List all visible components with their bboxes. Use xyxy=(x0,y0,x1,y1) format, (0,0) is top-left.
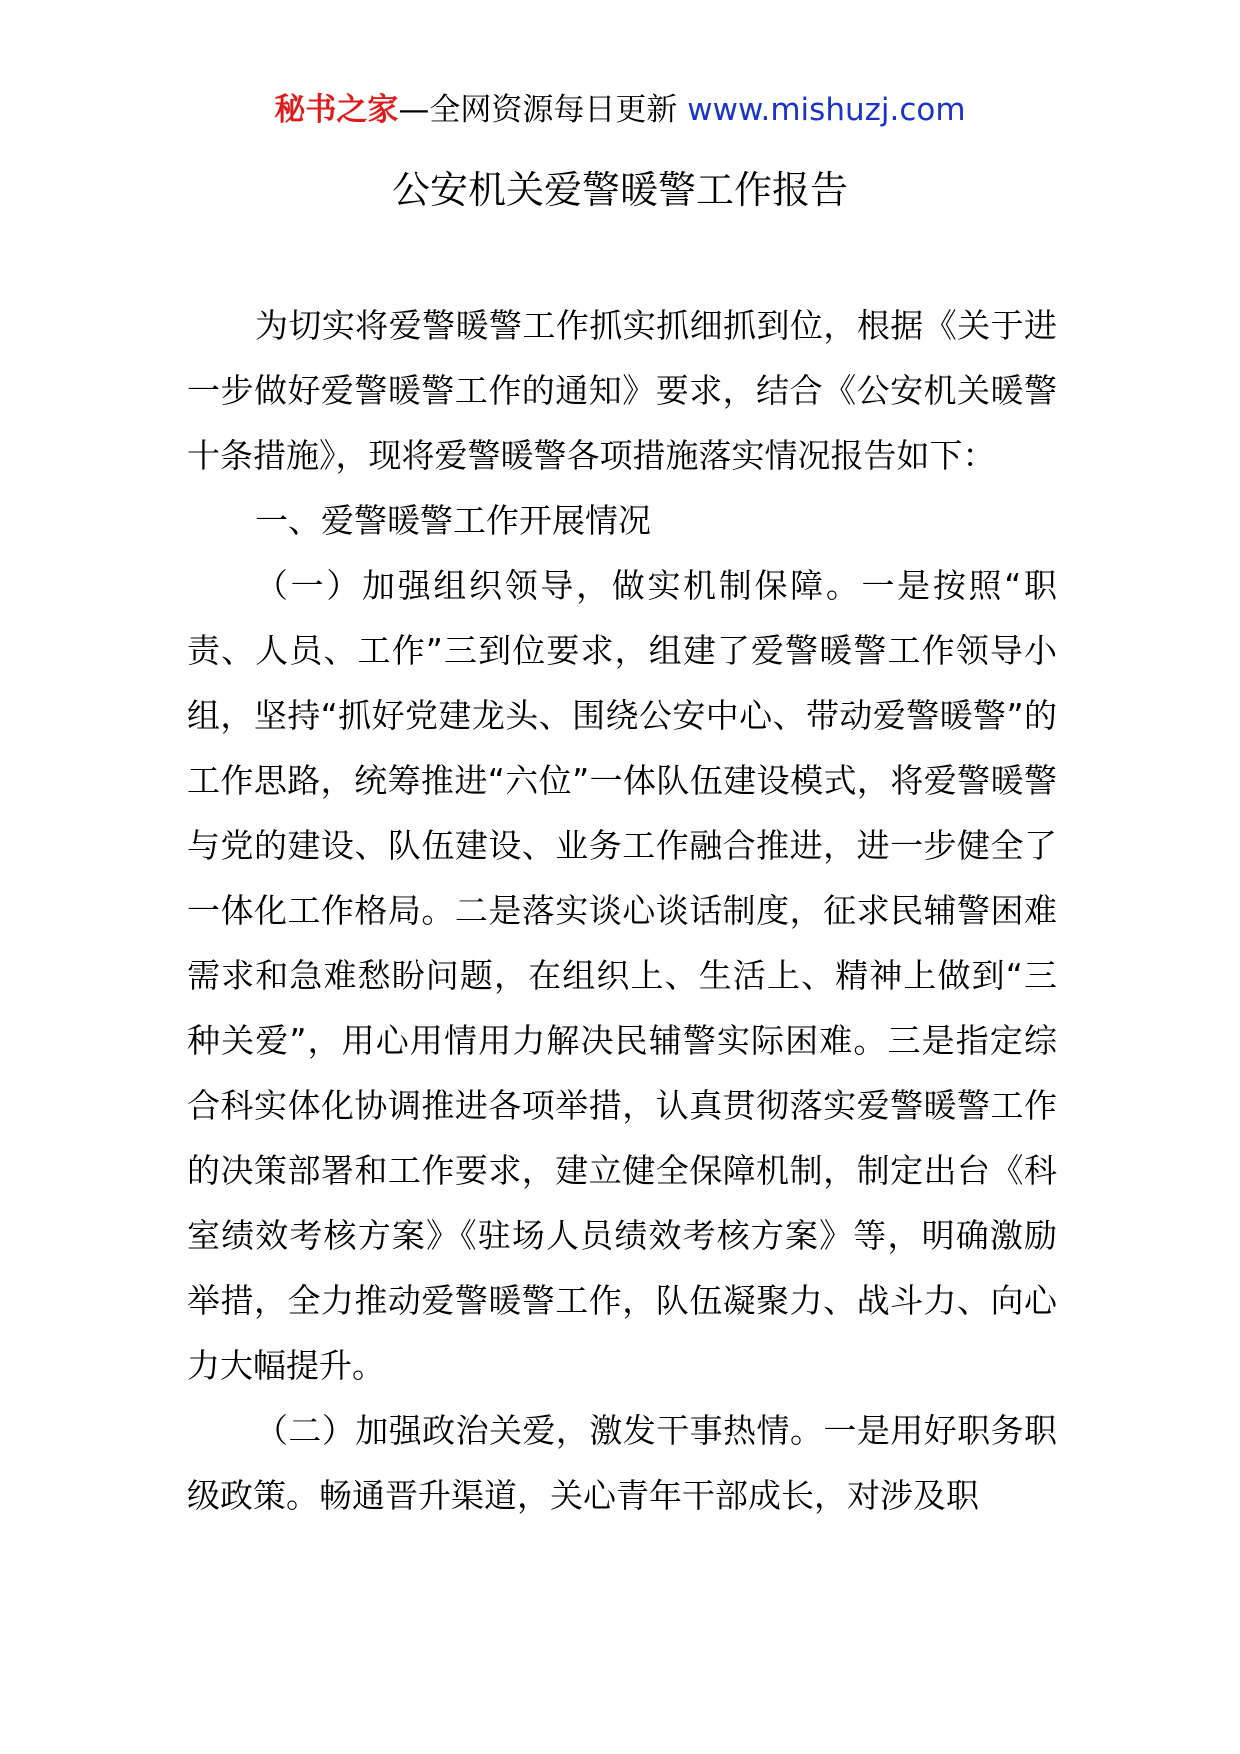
site-url-link[interactable]: www.mishuzj.com xyxy=(687,92,966,128)
section-heading-1: 一、爱警暖警工作开展情况 xyxy=(255,501,651,540)
document-body xyxy=(187,293,1057,1528)
banner-separator: — xyxy=(398,92,430,128)
intro-paragraph: 为切实将爱警暖警工作抓实抓细抓到位，根据《关于进一步做好爱警暖警工作的通知》要求，结合《公安机关暖警十条措施》，现将爱警暖警各项措施落实情况报告如下： xyxy=(187,306,1057,475)
subsection-paragraph-1: （一）加强组织领导，做实机制保障。一是按照“职责、人员、工作”三到位要求，组建了爱警暖警工作领导小组，坚持“抓好党建龙头、围绕公安中心、带动爱警暖警”的工作思路，统筹推进“六位”一体队伍建设模式，将爱警暖警与党的建设、队伍建设、业务工作融合推进，进一步健全了一体化工作格局。二是落实谈心谈话制度，征求民辅警困难需求和急难愁盼问题，在组织上、生活上、精神上做到“三种关爱”，用心用情用力解决民辅警实际困难。三是指定综合科实体化协调推进各项举措，认真贯彻落实爱警暖警工作的决策部署和工作要求，建立健全保障机制，制定出台《科室绩效考核方案》《驻场人员绩效考核方案》等，明确激励举措，全力推动爱警暖警工作，队伍凝聚力、战斗力、向心力大幅提升。 xyxy=(187,566,1057,1385)
site-banner xyxy=(0,90,1240,130)
subsection-paragraph-2: （二）加强政治关爱，激发干事热情。一是用好职务职级政策。畅通晋升渠道，关心青年干部成长，对涉及职 xyxy=(187,1411,1057,1515)
banner-tagline: 全网资源每日更新 xyxy=(429,92,678,128)
site-brand: 秘书之家 xyxy=(274,92,399,128)
document-title: 公安机关爱警暖警工作报告 xyxy=(391,168,848,212)
